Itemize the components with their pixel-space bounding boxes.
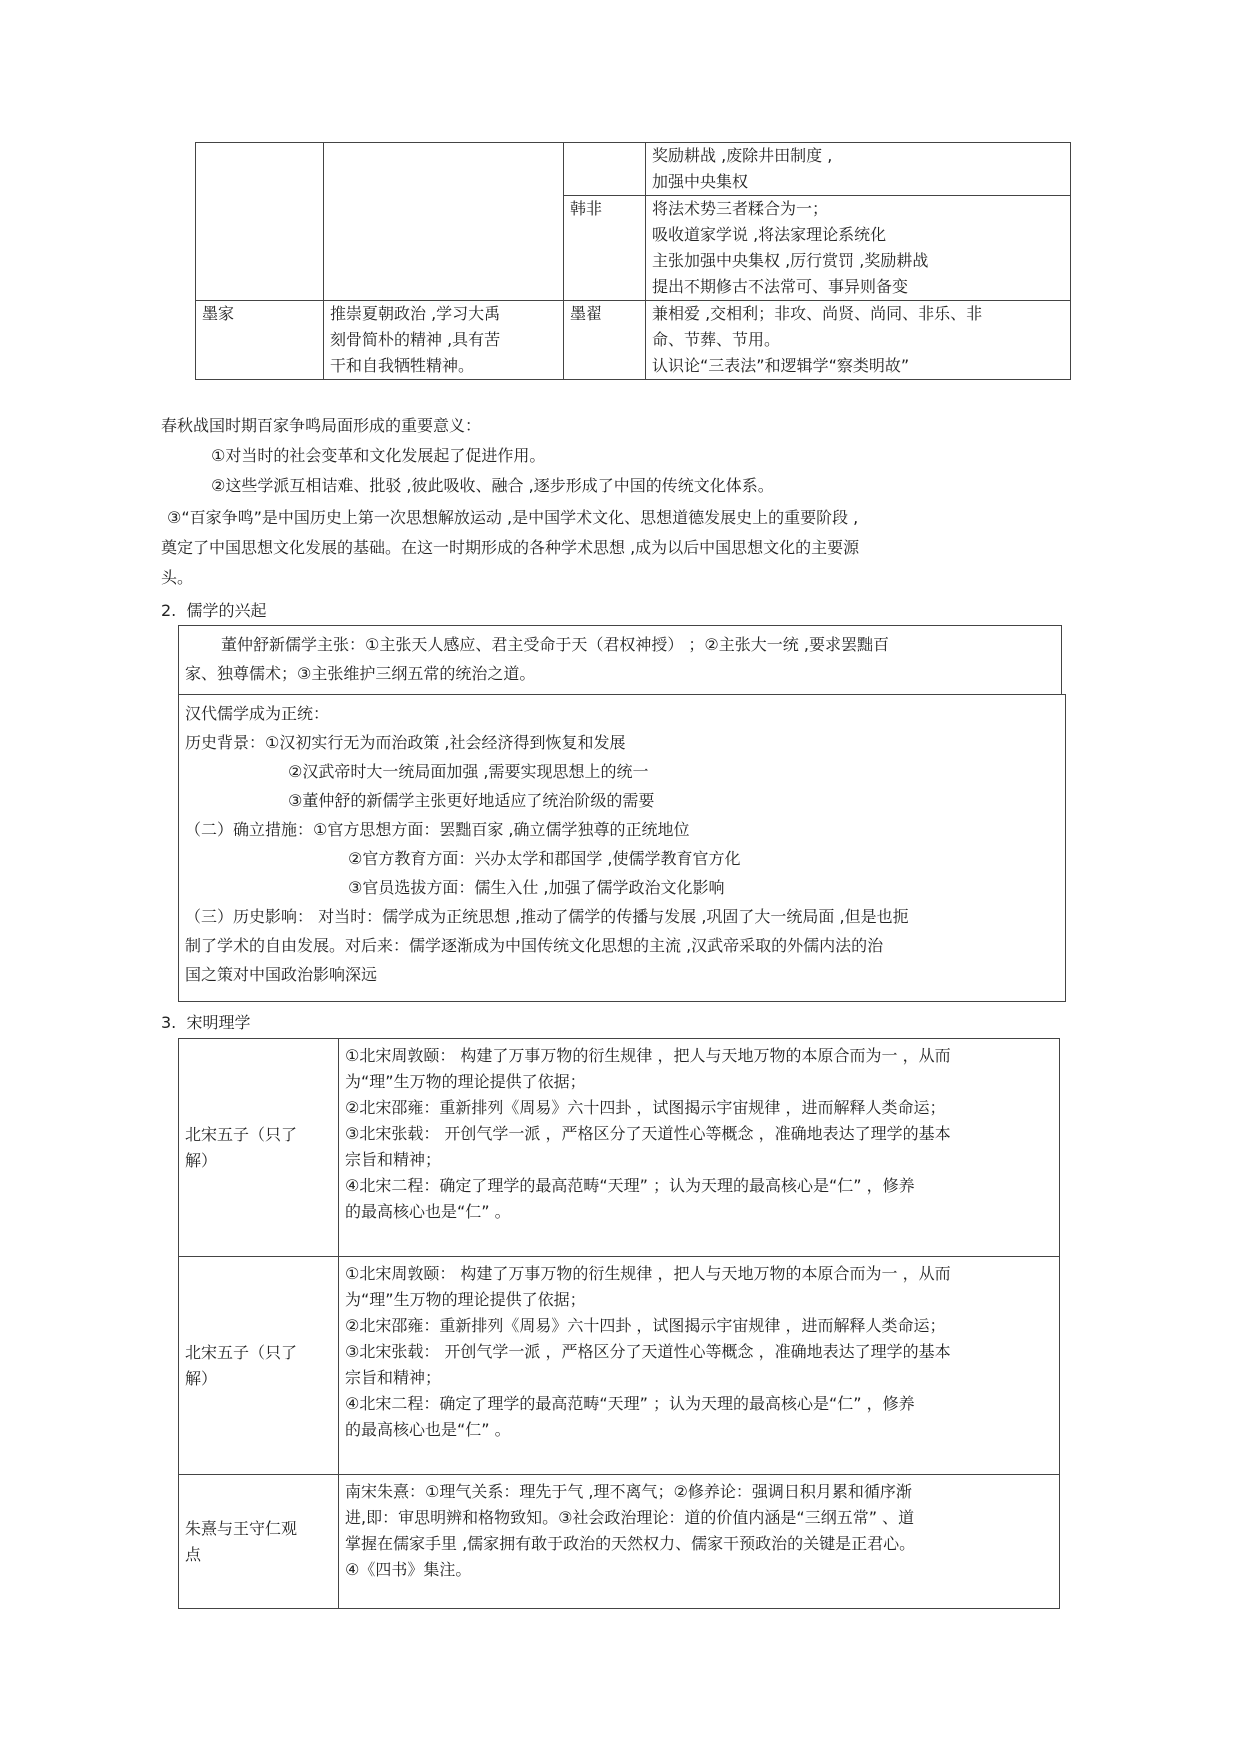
content-line: ①北宋周敦颐： 构建了万事万物的衍生规律 ，把人与天地万物的本原合而为一 ，从而 bbox=[345, 1046, 951, 1065]
content-line: ④北宋二程：确定了理学的最高范畴“天理” ；认为天理的最高核心是“仁” ，修养 bbox=[345, 1394, 915, 1413]
person-cell: 墨翟 bbox=[564, 301, 646, 380]
significance-point-3-line: 奠定了中国思想文化发展的基础。在这一时期形成的各种学术思想 ,成为以后中国思想文化的主要源 bbox=[161, 538, 860, 557]
label-text: 解） bbox=[185, 1150, 218, 1170]
points-cell bbox=[646, 301, 1071, 380]
idea-text: 刻骨简朴的精神 ,具有苦 bbox=[330, 330, 501, 349]
point-text: 奖励耕战 ,废除井田制度 , bbox=[652, 146, 833, 165]
background-line: 历史背景：①汉初实行无为而治政策 ,社会经济得到恢复和发展 bbox=[185, 733, 626, 752]
content-line: 的最高核心也是“仁” 。 bbox=[345, 1420, 511, 1439]
idea-text: 干和自我牺牲精神。 bbox=[330, 356, 475, 375]
points-cell bbox=[646, 196, 1071, 301]
content-line: 南宋朱熹：①理气关系：理先于气 ,理不离气；②修养论：强调日积月累和循序渐 bbox=[345, 1482, 912, 1501]
measures-line: ③官员选拔方面：儒生入仕 ,加强了儒学政治文化影响 bbox=[348, 878, 725, 897]
content-line: ④《四书》集注。 bbox=[345, 1560, 472, 1579]
point-text: 主张加强中央集权 ,厉行赏罚 ,奖励耕战 bbox=[652, 251, 929, 270]
significance-point-3-line: 头。 bbox=[161, 568, 194, 587]
significance-point-1: ①对当时的社会变革和文化发展起了促进作用。 bbox=[211, 446, 546, 465]
content-line: 的最高核心也是“仁” 。 bbox=[345, 1202, 511, 1221]
impact-line: （三）历史影响： 对当时：儒学成为正统思想 ,推动了儒学的传播与发展 ,巩固了大一统局面 ,但是也扼 bbox=[185, 907, 909, 926]
school-cell: 墨家 bbox=[196, 301, 324, 380]
label-text: 点 bbox=[185, 1544, 202, 1564]
idea-cell bbox=[324, 301, 564, 380]
label-text: 北宋五子（只了 bbox=[185, 1124, 298, 1144]
dong-zhongshu-box bbox=[178, 625, 1062, 695]
content-line: 进,即：审思明辨和格物致知。③社会政治理论：道的价值内涵是“三纲五常” 、道 bbox=[345, 1508, 915, 1527]
measures-line: ②官方教育方面：兴办太学和郡国学 ,使儒学教育官方化 bbox=[348, 849, 741, 868]
person-cell bbox=[564, 143, 646, 196]
dong-text-line: 家、独尊儒术；③主张维护三纲五常的统治之道。 bbox=[185, 664, 536, 683]
table-row bbox=[179, 1475, 1060, 1609]
label-text: 解） bbox=[185, 1368, 218, 1388]
impact-line: 制了学术的自由发展。对后来：儒学逐渐成为中国传统文化思想的主流 ,汉武帝采取的外儒内法的治 bbox=[185, 936, 884, 955]
content-line: ④北宋二程：确定了理学的最高范畴“天理” ；认为天理的最高核心是“仁” ，修养 bbox=[345, 1176, 915, 1195]
content-line: 掌握在儒家手里 ,儒家拥有敢于政治的天然权力、儒家干预政治的关键是正君心。 bbox=[345, 1534, 916, 1553]
impact-line: 国之策对中国政治影响深远 bbox=[185, 965, 378, 984]
label-cell bbox=[179, 1257, 339, 1475]
school-cell bbox=[196, 143, 324, 301]
content-line: 为“理”生万物的理论提供了依据； bbox=[345, 1072, 586, 1091]
significance-point-3 bbox=[161, 504, 1081, 594]
content-line: 为“理”生万物的理论提供了依据； bbox=[345, 1290, 586, 1309]
significance-point-2: ②这些学派互相诘难、批驳 ,彼此吸收、融合 ,逐步形成了中国的传统文化体系。 bbox=[211, 476, 774, 495]
table-row bbox=[196, 143, 1071, 196]
content-cell bbox=[339, 1257, 1060, 1475]
significance-title: 春秋战国时期百家争鸣局面形成的重要意义： bbox=[161, 416, 482, 435]
section-heading: 2. 儒学的兴起 bbox=[161, 601, 267, 620]
content-line: ②北宋邵雍：重新排列《周易》六十四卦 ，试图揭示宇宙规律 ，进而解释人类命运； bbox=[345, 1098, 946, 1117]
background-line: ②汉武帝时大一统局面加强 ,需要实现思想上的统一 bbox=[288, 762, 649, 781]
point-text: 加强中央集权 bbox=[652, 172, 749, 191]
person-cell: 韩非 bbox=[564, 196, 646, 301]
schools-table bbox=[195, 142, 1071, 380]
point-text: 兼相爱 ,交相利；非攻、尚贤、尚同、非乐、非 bbox=[652, 304, 983, 323]
table-row bbox=[179, 1039, 1060, 1257]
han-confucianism-box bbox=[178, 694, 1066, 1002]
significance-point-3-line: ③“百家争鸣”是中国历史上第一次思想解放运动 ,是中国学术文化、思想道德发展史上的重要阶段 , bbox=[167, 508, 859, 527]
label-text: 北宋五子（只了 bbox=[185, 1342, 298, 1362]
label-cell bbox=[179, 1475, 339, 1609]
point-text: 命、节葬、节用。 bbox=[652, 330, 781, 349]
measures-line: （二）确立措施：①官方思想方面：罢黜百家 ,确立儒学独尊的正统地位 bbox=[185, 820, 690, 839]
content-line: ③北宋张载： 开创气学一派 ，严格区分了天道性心等概念 ，准确地表达了理学的基本 bbox=[345, 1342, 951, 1361]
table-row bbox=[179, 1257, 1060, 1475]
idea-text: 推崇夏朝政治 ,学习大禹 bbox=[330, 304, 501, 323]
point-text: 认识论“三表法”和逻辑学“察类明故” bbox=[652, 356, 910, 375]
content-cell bbox=[339, 1475, 1060, 1609]
table-row bbox=[196, 301, 1071, 380]
content-cell bbox=[339, 1039, 1060, 1257]
label-cell bbox=[179, 1039, 339, 1257]
content-line: ①北宋周敦颐： 构建了万事万物的衍生规律 ，把人与天地万物的本原合而为一 ，从而 bbox=[345, 1264, 951, 1283]
idea-cell bbox=[324, 143, 564, 301]
content-line: ③北宋张载： 开创气学一派 ，严格区分了天道性心等概念 ，准确地表达了理学的基本 bbox=[345, 1124, 951, 1143]
dong-text-line: 董仲舒新儒学主张：①主张天人感应、君主受命于天（君权神授） ；②主张大一统 ,要求罢黜百 bbox=[221, 635, 889, 654]
content-line: ②北宋邵雍：重新排列《周易》六十四卦 ，试图揭示宇宙规律 ，进而解释人类命运； bbox=[345, 1316, 946, 1335]
point-text: 吸收道家学说 ,将法家理论系统化 bbox=[652, 225, 887, 244]
background-line: ③董仲舒的新儒学主张更好地适应了统治阶级的需要 bbox=[288, 791, 655, 810]
point-text: 将法术势三者糅合为一； bbox=[652, 199, 829, 218]
points-cell bbox=[646, 143, 1071, 196]
han-title: 汉代儒学成为正统： bbox=[185, 704, 330, 723]
neo-confucianism-table bbox=[178, 1038, 1060, 1609]
point-text: 提出不期修古不法常可、事异则备变 bbox=[652, 277, 909, 296]
content-line: 宗旨和精神； bbox=[345, 1368, 442, 1387]
significance-section bbox=[161, 412, 1081, 594]
content-line: 宗旨和精神； bbox=[345, 1150, 442, 1169]
section-heading: 3. 宋明理学 bbox=[161, 1013, 251, 1032]
label-text: 朱熹与王守仁观 bbox=[185, 1518, 298, 1538]
